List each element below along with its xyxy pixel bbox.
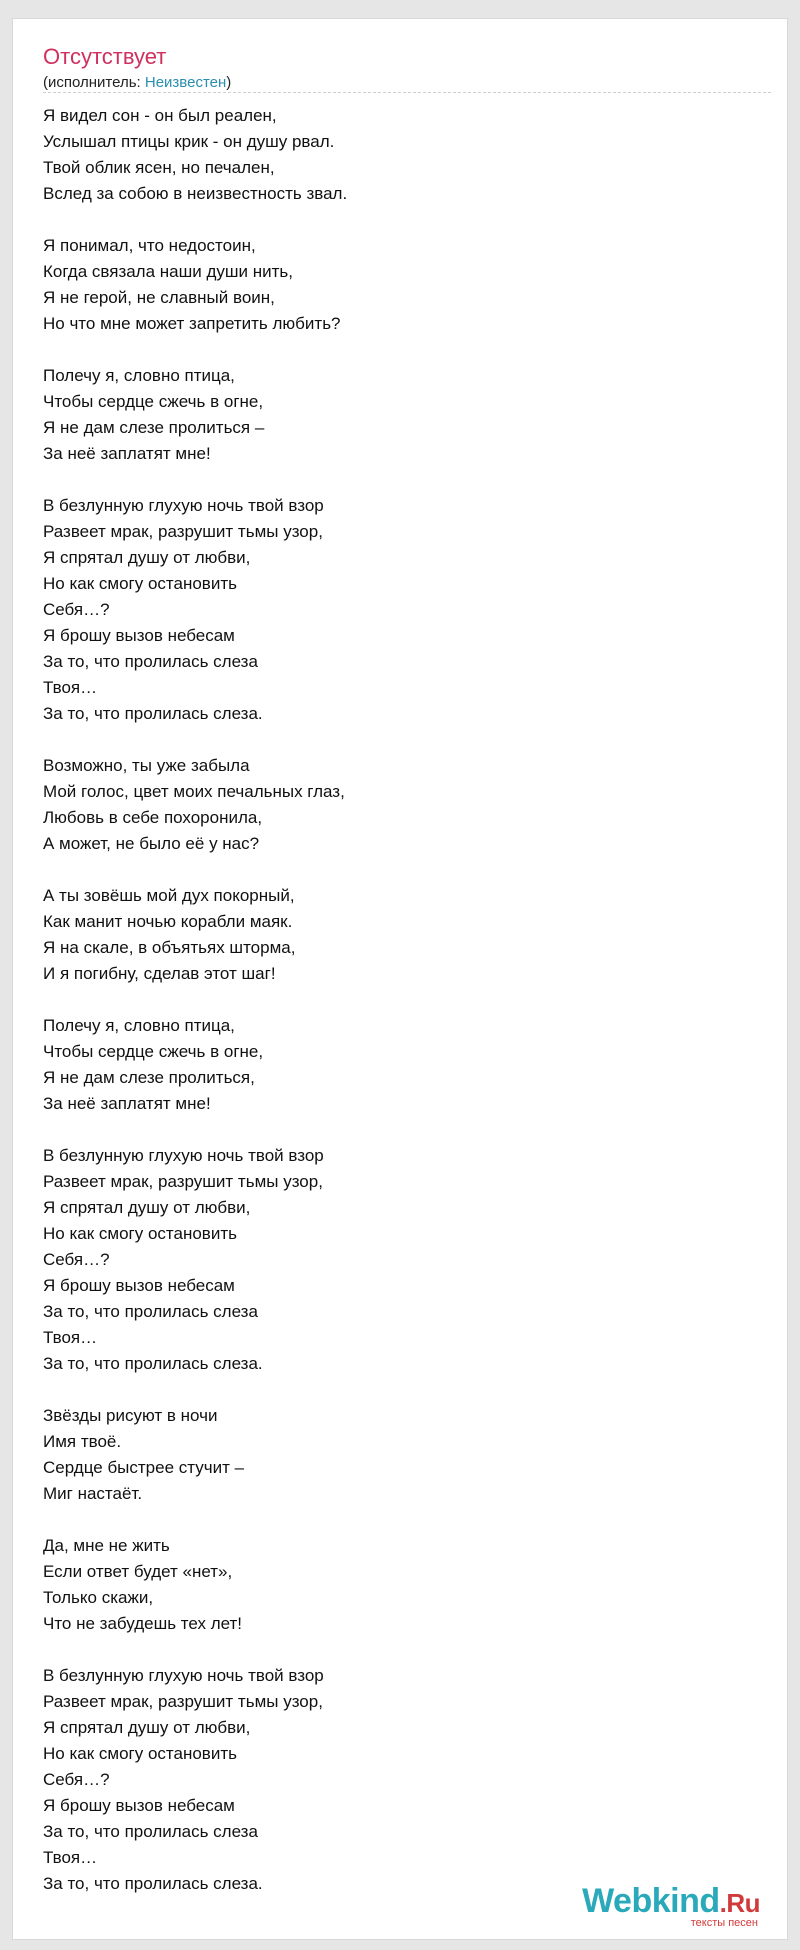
- lyric-line: Я не дам слезе пролиться –: [43, 418, 265, 437]
- lyric-line: Но как смогу остановить: [43, 1224, 237, 1243]
- lyric-line: И я погибну, сделав этот шаг!: [43, 964, 276, 983]
- lyric-line: Я понимал, что недостоин,: [43, 236, 256, 255]
- lyric-line: Услышал птицы крик - он душу рвал.: [43, 132, 335, 151]
- artist-byline: [43, 74, 231, 91]
- lyric-line: В безлунную глухую ночь твой взор: [43, 496, 324, 515]
- lyric-line: Только скажи,: [43, 1588, 154, 1607]
- stanza-break: [43, 1377, 763, 1403]
- lyric-line: Себя…?: [43, 1770, 110, 1789]
- stanza-break: [43, 207, 763, 233]
- lyric-line: За то, что пролилась слеза.: [43, 704, 263, 723]
- webkind-logo[interactable]: [582, 1884, 760, 1929]
- lyric-line: Имя твоё.: [43, 1432, 122, 1451]
- lyric-line: Вслед за собою в неизвестность звал.: [43, 184, 348, 203]
- stanza-break: [43, 337, 763, 363]
- lyric-line: Возможно, ты уже забыла: [43, 756, 250, 775]
- lyric-line: В безлунную глухую ночь твой взор: [43, 1146, 324, 1165]
- lyric-line: А может, не было её у нас?: [43, 834, 260, 853]
- lyric-line: Я спрятал душу от любви,: [43, 548, 251, 567]
- lyric-line: Твой облик ясен, но печален,: [43, 158, 275, 177]
- stanza-break: [43, 987, 763, 1013]
- lyric-line: Что не забудешь тех лет!: [43, 1614, 243, 1633]
- lyric-line: Я спрятал душу от любви,: [43, 1198, 251, 1217]
- lyric-line: Но что мне может запретить любить?: [43, 314, 341, 333]
- stanza-break: [43, 727, 763, 753]
- lyric-line: Да, мне не жить: [43, 1536, 170, 1555]
- logo-wordmark: [582, 1884, 760, 1920]
- lyric-line: За то, что пролилась слеза.: [43, 1354, 263, 1373]
- lyrics-card: [12, 18, 788, 1940]
- lyric-line: Себя…?: [43, 1250, 110, 1269]
- lyric-line: Чтобы сердце сжечь в огне,: [43, 392, 264, 411]
- lyric-line: Я брошу вызов небесам: [43, 1276, 235, 1295]
- lyric-line: Сердце быстрее стучит –: [43, 1458, 245, 1477]
- lyric-line: Себя…?: [43, 600, 110, 619]
- lyric-line: Мой голос, цвет моих печальных глаз,: [43, 782, 345, 801]
- lyric-line: За то, что пролилась слеза.: [43, 1874, 263, 1893]
- lyric-line: Я брошу вызов небесам: [43, 626, 235, 645]
- header-divider: [43, 92, 771, 93]
- lyric-line: Полечу я, словно птица,: [43, 1016, 235, 1035]
- lyric-line: За то, что пролилась слеза: [43, 652, 258, 671]
- lyric-line: В безлунную глухую ночь твой взор: [43, 1666, 324, 1685]
- lyric-line: Я спрятал душу от любви,: [43, 1718, 251, 1737]
- logo-tagline: тексты песен: [690, 1917, 758, 1929]
- lyric-line: За то, что пролилась слеза: [43, 1302, 258, 1321]
- byline-suffix: ): [226, 74, 232, 91]
- stanza-break: [43, 1117, 763, 1143]
- lyric-line: Развеет мрак, разрушит тьмы узор,: [43, 522, 323, 541]
- logo-tld: .Ru: [719, 1888, 760, 1918]
- lyric-line: Развеет мрак, разрушит тьмы узор,: [43, 1172, 323, 1191]
- lyric-line: Я на скале, в объятьях шторма,: [43, 938, 296, 957]
- lyric-line: Чтобы сердце сжечь в огне,: [43, 1042, 264, 1061]
- lyric-line: Любовь в себе похоронила,: [43, 808, 263, 827]
- lyric-line: Я видел сон - он был реален,: [43, 106, 277, 125]
- lyric-line: Если ответ будет «нет»,: [43, 1562, 233, 1581]
- stanza-break: [43, 1507, 763, 1533]
- lyric-line: За неё заплатят мне!: [43, 1094, 211, 1113]
- lyric-line: Полечу я, словно птица,: [43, 366, 235, 385]
- lyric-line: Я не герой, не славный воин,: [43, 288, 275, 307]
- lyric-line: Но как смогу остановить: [43, 1744, 237, 1763]
- lyric-line: Твоя…: [43, 1848, 98, 1867]
- lyric-line: За то, что пролилась слеза: [43, 1822, 258, 1841]
- lyric-line: Но как смогу остановить: [43, 574, 237, 593]
- logo-brand: Webkind: [582, 1882, 720, 1920]
- lyric-line: За неё заплатят мне!: [43, 444, 211, 463]
- lyric-line: Как манит ночью корабли маяк.: [43, 912, 293, 931]
- artist-link[interactable]: Неизвестен: [144, 74, 227, 91]
- stanza-break: [43, 467, 763, 493]
- lyrics-text: [43, 103, 763, 1897]
- stanza-break: [43, 857, 763, 883]
- lyric-line: Я брошу вызов небесам: [43, 1796, 235, 1815]
- byline-prefix: (исполнитель:: [43, 74, 145, 91]
- lyric-line: Твоя…: [43, 678, 98, 697]
- lyric-line: Миг настаёт.: [43, 1484, 143, 1503]
- lyric-line: Развеет мрак, разрушит тьмы узор,: [43, 1692, 323, 1711]
- lyric-line: А ты зовёшь мой дух покорный,: [43, 886, 295, 905]
- stanza-break: [43, 1637, 763, 1663]
- song-title: Отсутствует: [43, 44, 167, 69]
- lyric-line: Твоя…: [43, 1328, 98, 1347]
- lyric-line: Звёзды рисуют в ночи: [43, 1406, 218, 1425]
- lyric-line: Я не дам слезе пролиться,: [43, 1068, 255, 1087]
- lyric-line: Когда связала наши души нить,: [43, 262, 294, 281]
